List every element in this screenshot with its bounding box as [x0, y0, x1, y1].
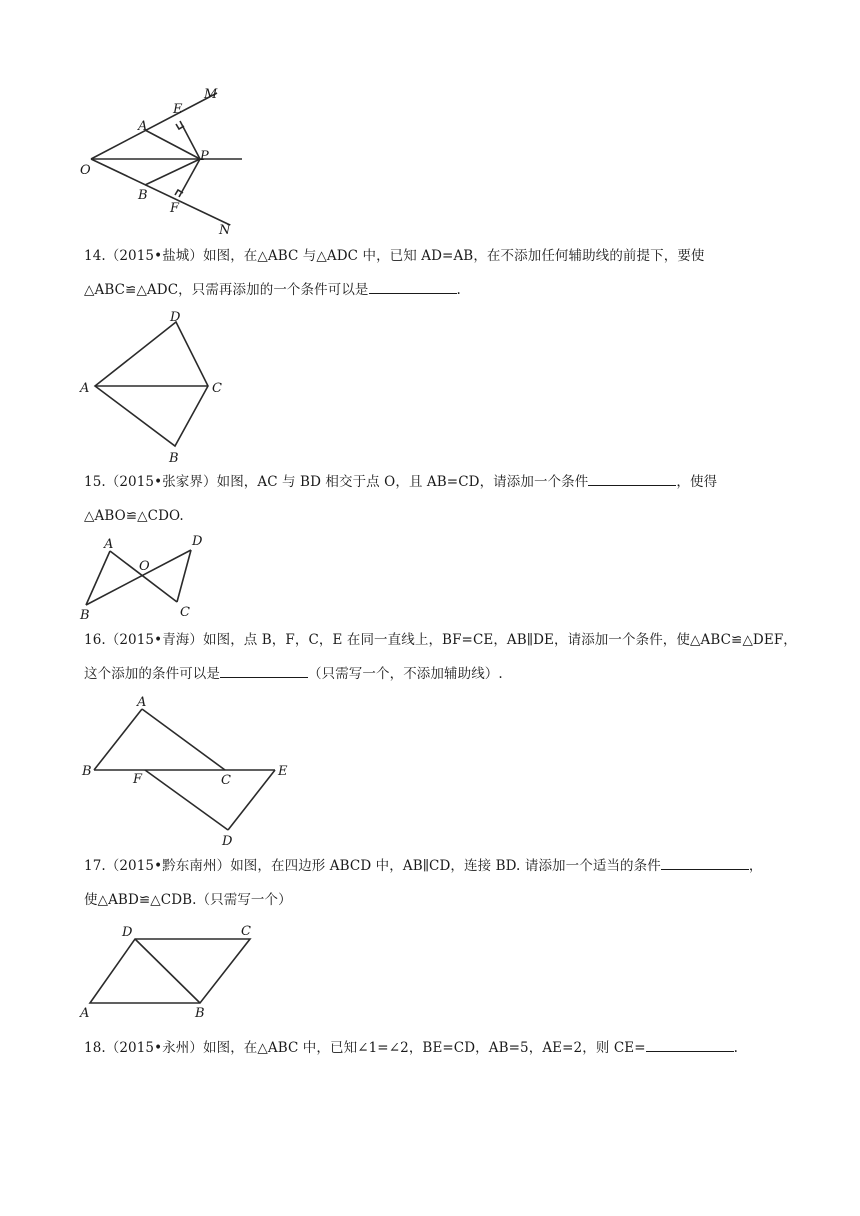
q18-text: 18.（2015•永州）如图，在△ABC 中，已知∠1=∠2，BE=CD，AB=5，AE=2，则 CE= — [84, 1040, 646, 1056]
quad-adcb — [95, 322, 208, 446]
label-b: B — [169, 451, 179, 466]
q18-line1 — [84, 1038, 784, 1058]
label-n: N — [219, 223, 231, 238]
segment-bp — [145, 159, 200, 185]
ray-om — [91, 93, 217, 159]
q14-text: △ABC≌△ADC，只需再添加的一个条件可以是 — [84, 282, 369, 298]
segment-ac — [142, 709, 225, 770]
q16-text-end: （只需写一个，不添加辅助线）. — [308, 666, 503, 682]
q16-line1: 16.（2015•青海）如图，点 B，F，C，E 在同一直线上，BF=CE，AB∥DE，请添加一个条件，使△ABC≌△DEF， — [84, 632, 797, 648]
q17-text: 17.（2015•黔东南州）如图，在四边形 ABCD 中，AB∥CD，连接 BD. 请添加一个适当的条件 — [84, 858, 661, 874]
figure-q13 — [70, 80, 260, 240]
label-a: A — [137, 695, 147, 710]
segment-cd — [177, 550, 191, 602]
label-c: C — [241, 924, 251, 939]
ray-on — [91, 159, 230, 225]
figure-q15 — [70, 528, 220, 623]
figure-q14 — [70, 300, 240, 468]
q14-text-end: . — [456, 282, 461, 298]
label-b: B — [138, 188, 148, 203]
q17-line1 — [84, 856, 784, 876]
label-c: C — [212, 381, 222, 396]
diagonal-bd — [135, 939, 200, 1003]
figure-q17 — [70, 918, 270, 1024]
segment-de — [228, 770, 275, 830]
label-c: C — [221, 773, 231, 788]
q15-line2: △ABO≌△CDO. — [84, 508, 184, 524]
label-e: E — [173, 102, 183, 117]
label-c: C — [180, 605, 190, 620]
q17-answer-blank[interactable] — [661, 857, 749, 870]
q15-text: 15.（2015•张家界）如图，AC 与 BD 相交于点 O，且 AB=CD，请添加一个条件 — [84, 474, 589, 490]
segment-fd — [145, 770, 228, 830]
label-d: D — [192, 534, 203, 549]
label-d: D — [122, 925, 133, 940]
q18-text-end: . — [733, 1040, 739, 1056]
q15-text-end: ，使得 — [676, 474, 718, 490]
parallelogram-abcd — [90, 939, 250, 1003]
q16-text: 这个添加的条件可以是 — [84, 666, 220, 682]
label-e: E — [278, 764, 288, 779]
label-o: O — [139, 559, 150, 574]
label-d: D — [222, 834, 233, 849]
label-a: A — [104, 537, 114, 552]
label-p: P — [200, 149, 209, 164]
label-m: M — [204, 87, 218, 102]
q14-line2 — [84, 280, 784, 300]
label-f: F — [170, 201, 180, 216]
q16-line2 — [84, 664, 784, 684]
label-b: B — [82, 764, 92, 779]
label-b: B — [80, 608, 90, 623]
label-b: B — [195, 1006, 205, 1021]
label-a: A — [80, 381, 90, 396]
q15-answer-blank[interactable] — [588, 473, 676, 486]
segment-ab — [94, 709, 142, 770]
q14-answer-blank[interactable] — [369, 281, 457, 294]
label-f: F — [133, 772, 143, 787]
label-d: D — [170, 310, 181, 325]
label-a: A — [80, 1006, 90, 1021]
segment-ab — [86, 551, 110, 605]
q17-text-end: ， — [748, 858, 763, 874]
label-a: A — [138, 119, 148, 134]
q14-line1: 14.（2015•盐城）如图，在△ABC 与△ADC 中，已知 AD=AB，在不添加任何辅助线的前提下，要使 — [84, 248, 705, 264]
figure-q16 — [70, 690, 300, 850]
q15-line1 — [84, 472, 784, 492]
q16-answer-blank[interactable] — [220, 665, 308, 678]
q17-line2: 使△ABD≌△CDB.（只需写一个） — [84, 892, 292, 908]
q18-answer-blank[interactable] — [646, 1039, 734, 1052]
label-o: O — [80, 163, 91, 178]
